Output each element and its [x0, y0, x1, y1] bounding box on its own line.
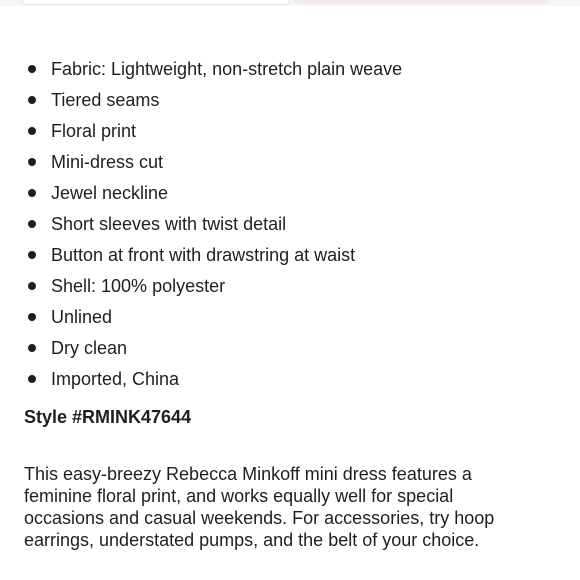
bullet-icon [28, 251, 36, 259]
bullet-icon [28, 375, 36, 383]
bullet-icon [28, 313, 36, 321]
description-line: occasions and casual weekends. For accessories, try hoop [24, 508, 495, 528]
bullet-icon [28, 158, 36, 166]
bullet-icon [28, 344, 36, 352]
feature-text: Fabric: Lightweight, non-stretch plain weave [51, 59, 403, 79]
feature-text: Floral print [51, 121, 137, 141]
feature-text: Jewel neckline [51, 183, 169, 203]
style-number: Style #RMINK47644 [24, 407, 192, 427]
description-line: earrings, understated pumps, and the belt of your choice. [24, 530, 480, 550]
feature-text: Button at front with drawstring at waist [51, 245, 356, 265]
description-line: feminine floral print, and works equally well for special [24, 486, 454, 506]
list-item [24, 274, 402, 305]
bullet-icon [28, 96, 36, 104]
feature-text: Unlined [51, 307, 113, 327]
feature-text: Short sleeves with twist detail [51, 214, 287, 234]
bullet-icon [28, 282, 36, 290]
feature-text: Dry clean [51, 338, 128, 358]
list-item [24, 119, 402, 150]
feature-list [24, 57, 402, 398]
feature-text: Mini-dress cut [51, 152, 164, 172]
bullet-icon [28, 220, 36, 228]
list-item [24, 305, 402, 336]
list-item [24, 336, 402, 367]
bullet-icon [28, 189, 36, 197]
feature-text: Tiered seams [51, 90, 160, 110]
feature-text: Imported, China [51, 369, 180, 389]
list-item [24, 88, 402, 119]
feature-text: Shell: 100% polyester [51, 276, 226, 296]
bullet-icon [28, 127, 36, 135]
list-item [24, 150, 402, 181]
top-tab-right[interactable] [294, 0, 550, 4]
top-tab-left[interactable] [22, 0, 290, 5]
product-description [24, 463, 572, 551]
list-item [24, 57, 402, 88]
list-item [24, 181, 402, 212]
bullet-icon [28, 65, 36, 73]
description-line: This easy-breezy Rebecca Minkoff mini dress features a [24, 464, 472, 484]
list-item [24, 212, 402, 243]
list-item [24, 243, 402, 274]
list-item [24, 367, 402, 398]
